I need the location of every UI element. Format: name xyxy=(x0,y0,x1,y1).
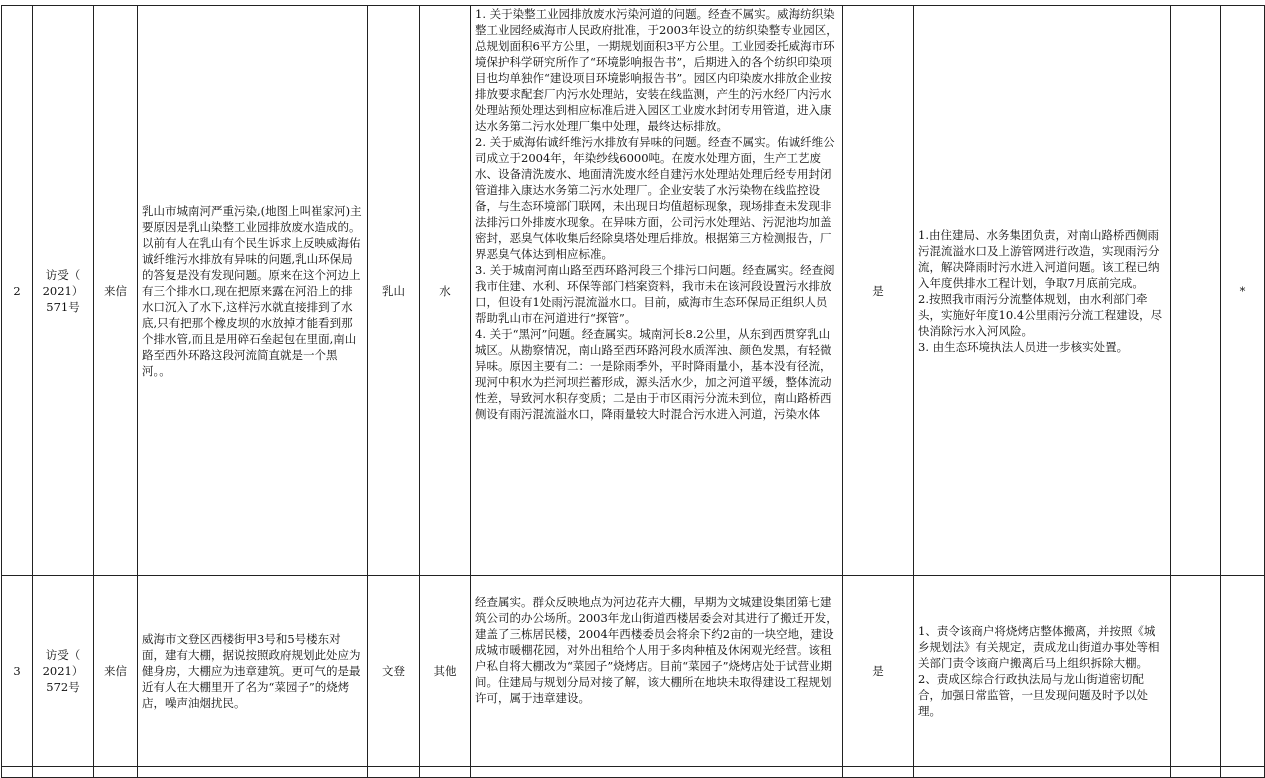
row-number: 2 xyxy=(2,6,33,576)
investigation-result: 经查属实。群众反映地点为河边花卉大棚，早期为文城建设集团第七建筑公司的办公场所。2003年龙山街道西楼居委会对其进行了搬迁开发，建盖了三栋居民楼，2004年西楼委员会将余下约2亩的一块空地，建设成城市暖棚花园，对外出租给个人用于多肉种植及休闲观光经营。该租户私自将大棚改为“菜园子”烧烤店。目前“菜园子”烧烤店处于试营业期间。住建局与规划分局对接了解，该大棚所在地块未取得建设工程规划许可，属于违章建设。 xyxy=(475,595,838,705)
row-number: 3 xyxy=(2,576,33,767)
table-row xyxy=(2,6,1265,576)
empty-cell xyxy=(1221,767,1265,778)
empty-cell xyxy=(94,767,138,778)
case-id: 访受（ 2021） 572号 xyxy=(42,648,84,694)
complaint-description: 乳山市城南河严重污染,(地图上叫崔家河)主要原因是乳山染整工业园排放废水造成的。以前有人在乳山有个民生诉求上反映威海佑诚纤维污水排放有异味的问题,乳山环保局的答复是没有发现问题。原来在这个河边上有三个排水口,现在把原来露在河沿上的排水口沉入了水下,这样污水就直接排到了水底,只有把那个橡皮坝的水放掉才能看到那个排水管,而且是用碎石垒起包在里面,南山路至西外环路这段河流简直就是一个黑河。。 xyxy=(142,203,362,378)
case-id: 访受（ 2021） 571号 xyxy=(42,267,84,314)
mark: * xyxy=(1221,6,1265,576)
empty-cell xyxy=(138,767,368,778)
is-true: 是 xyxy=(843,576,914,767)
investigation-result: 1. 关于染整工业园排放废水污染河道的问题。经查不属实。威海纺织染整工业园经威海市人民政府批准，于2003年设立的纺织染整专业园区，总规划面积6平方公里，一期规划面积3平方公里。工业园委托威海市环境保护科学研究所作了“环境影响报告书”，后期进入的各个纺织印染项目也均单独作“建设项目环境影响报告书”。园区内印染废水排放企业按排放要求配套厂内污水处理站，安装在线监测，产生的污水经厂内污水处理站预处理达到相应标准后进入园区工业废水封闭专用管道，进入康达水务第二污水处理厂集中处理，最终达标排放。 2. 关于威海佑诚纤维污水排放有异味的问题。经查不属实。佑诚纤维公司成立于2004年，年染纱线6000吨。在废水处理方面，生产工艺废水、设备清洗废水、地面清洗废水经自建污水处理站处理后经专用封闭管道排入康达水务第二污水处理厂。企业安装了水污染物在线监控设备，与生态环境部门联网，未出现日均值超标现象，现场排查未发现非法排污口外排废水现象。在异味方面，公司污水处理站、污泥池均加盖密封，恶臭气体收集后经除臭塔处理后排放。根据第三方检测报告，厂界恶臭气体达到相应标准。 3. 关于城南河南山路至西环路河段三个排污口问题。经查属实。经查阅我市住建、水利、环保等部门档案资料，我市未在该河段设置污水排放口，但设有1处雨污混流溢水口。目前，威海市生态环保局正组织人员帮助乳山市在河道进行“探管”。 4. 关于“黑河”问题。经查属实。城南河长8.2公里，从东到西贯穿乳山城区。从勘察情况，南山路至西环路河段水质浑浊、颜色发黑，有轻微异味。原因主要有二：一是除雨季外，平时降雨量小，基本没有径流，现河中积水为拦河坝拦蓄形成，源头活水少，加之河道平缓，整体流动性差，导致河水积存变质；二是由于市区雨污分流未到位，南山路桥西侧设有雨污混流溢水口，降雨量较大时混合污水进入河道，污染水体 xyxy=(475,7,838,421)
source: 来信 xyxy=(94,576,138,767)
empty-cell xyxy=(2,767,33,778)
is-true: 是 xyxy=(843,6,914,576)
empty-cell xyxy=(471,767,843,778)
pollution-type: 水 xyxy=(420,6,471,576)
empty-cell xyxy=(368,767,420,778)
complaint-table xyxy=(1,5,1265,778)
table-row xyxy=(2,767,1265,778)
complaint-description: 威海市文登区西楼街甲3号和5号楼东对面，建有大棚，据说按照政府规划此处应为健身房，大棚应为违章建筑。更可气的是最近有人在大棚里开了名为“菜园子”的烧烤店，噪声油烟扰民。 xyxy=(142,632,361,710)
source: 来信 xyxy=(94,6,138,576)
empty-cell xyxy=(420,767,471,778)
handling-measures: 1.由住建局、水务集团负责，对南山路桥西侧雨污混流溢水口及上游管网进行改造，实现雨污分流，解决降雨时污水进入河道问题。该工程已纳入年度供排水工程计划，争取7月底前完成。 2.按照我市雨污分流整体规划，由水利部门牵头，实施好年度10.4公里雨污分流工程建设，尽快消除污水入河风险。 3. 由生态环境执法人员进一步核实处置。 xyxy=(918,227,1163,354)
empty-cell xyxy=(914,767,1171,778)
empty-cell xyxy=(843,767,914,778)
empty-cell xyxy=(33,767,94,778)
mark xyxy=(1221,576,1265,767)
closed-status xyxy=(1171,6,1221,576)
table-row xyxy=(2,576,1265,767)
pollution-type: 其他 xyxy=(420,576,471,767)
empty-cell xyxy=(1171,767,1221,778)
area: 乳山 xyxy=(368,6,420,576)
area: 文登 xyxy=(368,576,420,767)
closed-status xyxy=(1171,576,1221,767)
handling-measures: 1、责令该商户将烧烤店整体搬离，并按照《城乡规划法》有关规定，责成龙山街道办事处等相关部门责令该商户搬离后马上组织拆除大棚。 2、责成区综合行政执法局与龙山街道密切配合，加强日常监管，一旦发现问题及时予以处理。 xyxy=(918,624,1160,718)
